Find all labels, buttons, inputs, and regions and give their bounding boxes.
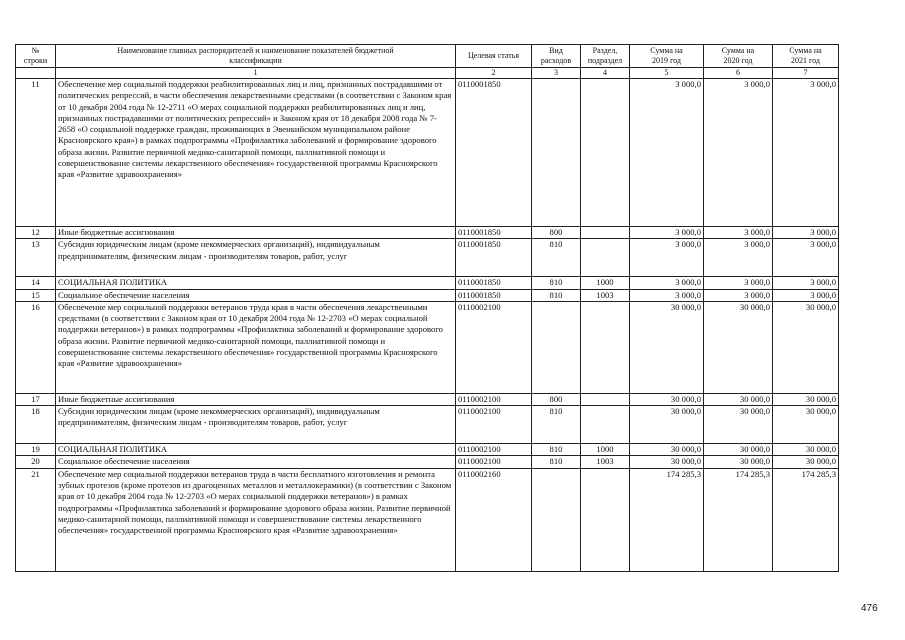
row-target-article: 0110001850: [456, 277, 532, 289]
column-number: 1: [56, 68, 456, 79]
row-sum-2020: 30 000,0: [704, 456, 773, 468]
row-expense-type: 810: [532, 239, 581, 277]
row-sum-2020: 3 000,0: [704, 227, 773, 239]
row-sum-2020: 30 000,0: [704, 301, 773, 393]
table-row: [16, 406, 839, 444]
row-sum-2021: 30 000,0: [773, 444, 839, 456]
row-section: 1003: [581, 456, 630, 468]
row-target-article: 0110001850: [456, 239, 532, 277]
row-target-article: 0110002100: [456, 393, 532, 405]
row-number: 11: [16, 79, 56, 227]
header-sum-2021: Сумма на 2021 год: [773, 45, 839, 68]
row-target-article: 0110002160: [456, 468, 532, 571]
row-sum-2019: 3 000,0: [630, 227, 704, 239]
row-number: 18: [16, 406, 56, 444]
table-row: [16, 444, 839, 456]
row-target-article: 0110001850: [456, 289, 532, 301]
row-sum-2020: 30 000,0: [704, 393, 773, 405]
column-number: 4: [581, 68, 630, 79]
row-expense-type: 810: [532, 444, 581, 456]
header-expense-type: Вид расходов: [532, 45, 581, 68]
row-sum-2019: 174 285,3: [630, 468, 704, 571]
row-section: 1000: [581, 277, 630, 289]
row-sum-2021: 30 000,0: [773, 456, 839, 468]
row-target-article: 0110002100: [456, 444, 532, 456]
row-sum-2019: 3 000,0: [630, 289, 704, 301]
row-sum-2021: 174 285,3: [773, 468, 839, 571]
row-section: [581, 227, 630, 239]
row-sum-2021: 3 000,0: [773, 289, 839, 301]
row-sum-2020: 30 000,0: [704, 444, 773, 456]
row-target-article: 0110001850: [456, 227, 532, 239]
header-sum-2019: Сумма на 2019 год: [630, 45, 704, 68]
row-expense-type: [532, 79, 581, 227]
table-row: [16, 227, 839, 239]
row-name: Иные бюджетные ассигнования: [56, 393, 456, 405]
page-number: 476: [861, 603, 878, 614]
row-sum-2019: 30 000,0: [630, 301, 704, 393]
row-name: Социальное обеспечение населения: [56, 289, 456, 301]
row-sum-2019: 3 000,0: [630, 239, 704, 277]
row-number: 19: [16, 444, 56, 456]
row-sum-2021: 3 000,0: [773, 227, 839, 239]
row-expense-type: [532, 468, 581, 571]
row-number: 12: [16, 227, 56, 239]
header-row: [16, 45, 839, 68]
row-sum-2020: 30 000,0: [704, 406, 773, 444]
row-sum-2019: 30 000,0: [630, 406, 704, 444]
row-section: [581, 301, 630, 393]
row-number: 14: [16, 277, 56, 289]
row-sum-2021: 3 000,0: [773, 277, 839, 289]
table-row: [16, 79, 839, 227]
row-target-article: 0110002100: [456, 456, 532, 468]
row-section: [581, 239, 630, 277]
row-expense-type: 800: [532, 393, 581, 405]
row-section: 1000: [581, 444, 630, 456]
table-row: [16, 393, 839, 405]
row-section: [581, 393, 630, 405]
row-expense-type: 800: [532, 227, 581, 239]
row-number: 13: [16, 239, 56, 277]
row-target-article: 0110002100: [456, 301, 532, 393]
row-name: Обеспечение мер социальной поддержки реабилитированных лиц и лиц, признанных пострадавшими от политических репрессий, в части обеспечения лекарственными средствами (в соответствии с Законом края от 10 декабря 2004 года № 12-2711 «О мерах социальной поддержки реабилитированных лиц и лиц, признанных пострадавшими от политических репрессий» и Законом края от 18 декабря 2008 года № 7-2658 «О социальной поддержке граждан, проживающих в Эвенкийском муниципальном районе Красноярского края») в рамках подпрограммы «Профилактика заболеваний и формирование здорового образа жизни. Развитие первичной медико-санитарной помощи, паллиативной помощи и совершенствование системы лекарственного обеспечения» государственной программы Красноярского края «Развитие здравоохранения»: [56, 79, 456, 227]
row-name: Субсидии юридическим лицам (кроме некоммерческих организаций), индивидуальным предпринимателям, физическим лицам - производителям товаров, работ, услуг: [56, 239, 456, 277]
row-section: 1003: [581, 289, 630, 301]
row-name: СОЦИАЛЬНАЯ ПОЛИТИКА: [56, 444, 456, 456]
table-row: [16, 301, 839, 393]
row-number: 20: [16, 456, 56, 468]
row-sum-2020: 3 000,0: [704, 79, 773, 227]
table-row: [16, 468, 839, 571]
row-sum-2020: 3 000,0: [704, 277, 773, 289]
row-number: 17: [16, 393, 56, 405]
row-expense-type: 810: [532, 406, 581, 444]
row-sum-2020: 174 285,3: [704, 468, 773, 571]
column-number: 3: [532, 68, 581, 79]
row-section: [581, 468, 630, 571]
column-number: 2: [456, 68, 532, 79]
row-sum-2021: 30 000,0: [773, 393, 839, 405]
row-sum-2020: 3 000,0: [704, 289, 773, 301]
column-number: 6: [704, 68, 773, 79]
row-sum-2021: 3 000,0: [773, 239, 839, 277]
table-row: [16, 456, 839, 468]
row-sum-2021: 30 000,0: [773, 406, 839, 444]
header-sum-2020: Сумма на 2020 год: [704, 45, 773, 68]
row-expense-type: 810: [532, 277, 581, 289]
row-name: Иные бюджетные ассигнования: [56, 227, 456, 239]
row-number: 15: [16, 289, 56, 301]
table-row: [16, 289, 839, 301]
row-section: [581, 406, 630, 444]
table-row: [16, 277, 839, 289]
row-section: [581, 79, 630, 227]
row-sum-2019: 3 000,0: [630, 79, 704, 227]
header-target-article: Целевая статья: [456, 45, 532, 68]
row-name: Субсидии юридическим лицам (кроме некоммерческих организаций), индивидуальным предпринимателям, физическим лицам - производителям товаров, работ, услуг: [56, 406, 456, 444]
budget-table: [15, 44, 839, 572]
row-target-article: 0110002100: [456, 406, 532, 444]
column-number: [16, 68, 56, 79]
row-number: 21: [16, 468, 56, 571]
row-sum-2021: 30 000,0: [773, 301, 839, 393]
header-row-number: № строки: [16, 45, 56, 68]
row-expense-type: 810: [532, 456, 581, 468]
row-name: СОЦИАЛЬНАЯ ПОЛИТИКА: [56, 277, 456, 289]
row-expense-type: [532, 301, 581, 393]
header-name: Наименование главных распорядителей и наименование показателей бюджетной классификации: [56, 45, 456, 68]
row-target-article: 0110001850: [456, 79, 532, 227]
row-sum-2021: 3 000,0: [773, 79, 839, 227]
header-section: Раздел, подраздел: [581, 45, 630, 68]
row-number: 16: [16, 301, 56, 393]
row-sum-2020: 3 000,0: [704, 239, 773, 277]
column-number-row: [16, 68, 839, 79]
row-name: Обеспечение мер социальной поддержки ветеранов труда в части бесплатного изготовления и ремонта зубных протезов (кроме протезов из драгоценных металлов и металлокерамики) (в соответствии с Законом края от 10 декабря 2004 года № 12-2703 «О мерах социальной поддержки ветеранов») в рамках подпрограммы «Профилактика заболеваний и формирование здорового образа жизни. Развитие первичной медико-санитарной помощи, паллиативной помощи и совершенствование системы лекарственного обеспечения» государственной программы Красноярского края «Развитие здравоохранения»: [56, 468, 456, 571]
row-name: Социальное обеспечение населения: [56, 456, 456, 468]
row-sum-2019: 30 000,0: [630, 444, 704, 456]
row-sum-2019: 30 000,0: [630, 393, 704, 405]
row-sum-2019: 3 000,0: [630, 277, 704, 289]
column-number: 5: [630, 68, 704, 79]
column-number: 7: [773, 68, 839, 79]
row-name: Обеспечение мер социальной поддержки ветеранов труда края в части обеспечения лекарственными средствами (в соответствии с Законом края от 10 декабря 2004 года № 12-2703 «О мерах социальной поддержки ветеранов») в рамках подпрограммы «Профилактика заболеваний и формирование здорового образа жизни. Развитие первичной медико-санитарной помощи, паллиативной помощи и совершенствование системы лекарственного обеспечения» государственной программы Красноярского края «Развитие здравоохранения»: [56, 301, 456, 393]
table-row: [16, 239, 839, 277]
row-expense-type: 810: [532, 289, 581, 301]
row-sum-2019: 30 000,0: [630, 456, 704, 468]
